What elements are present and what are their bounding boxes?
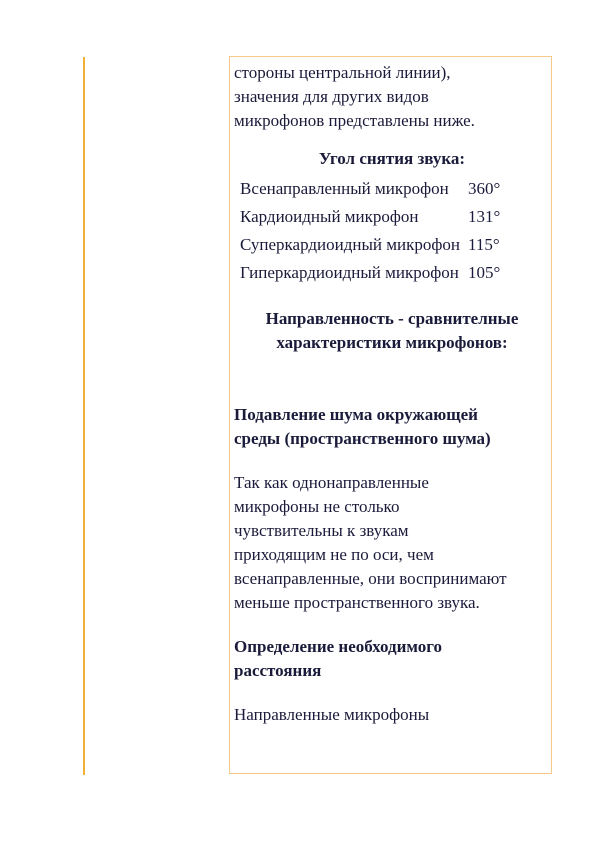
mic-type-cell: Всенаправленный микрофон [240,179,449,198]
noise-body-line: меньше пространственного звука. [234,593,480,612]
distance-title-line: Определение необходимого [234,637,443,656]
intro-line: стороны центральной линии), [234,63,451,82]
distance-body-line: Направленные микрофоны [234,705,430,724]
mic-angle-cell: 115° [467,235,500,254]
noise-body-line: микрофоны не столько [234,497,400,516]
noise-body-line: всенаправленные, они воспринимают [234,569,507,588]
mic-angle-cell: 131° [467,207,501,226]
table-row [234,175,500,203]
mic-type-cell: Суперкардиоидный микрофон [240,235,460,254]
intro-line: значения для других видов [234,87,429,106]
intro-line: микрофонов представлены ниже. [234,111,475,130]
noise-body-line: приходящим не по оси, чем [234,545,434,564]
noise-title-line: Подавление шума окружающей [234,405,478,424]
noise-section-heading [234,403,550,451]
table-row [234,259,500,287]
noise-body-line: чувствительны к звукам [234,521,409,540]
mic-type-cell: Гиперкардиоидный микрофон [240,263,459,282]
mic-angle-cell: 105° [467,263,501,282]
left-margin-rule [83,57,85,775]
noise-body-line: Так как однонаправленные [234,473,429,492]
angle-section-title: Угол снятия звука: [318,149,466,168]
noise-section-body [234,471,550,615]
pickup-angle-table [234,175,500,287]
distance-section-body [234,703,550,727]
directionality-heading [234,307,550,355]
distance-section-heading [234,635,550,683]
directionality-title-line: характеристики микрофонов: [276,333,508,352]
mic-type-cell: Кардиоидный микрофон [240,207,419,226]
page-content [234,61,550,727]
directionality-title-line: Направленность - сравнителные [265,309,519,328]
intro-paragraph [234,61,550,133]
noise-title-line: среды (пространственного шума) [234,429,491,448]
distance-title-line: расстояния [234,661,322,680]
mic-angle-cell: 360° [467,179,501,198]
table-row [234,231,500,259]
table-row [234,203,500,231]
